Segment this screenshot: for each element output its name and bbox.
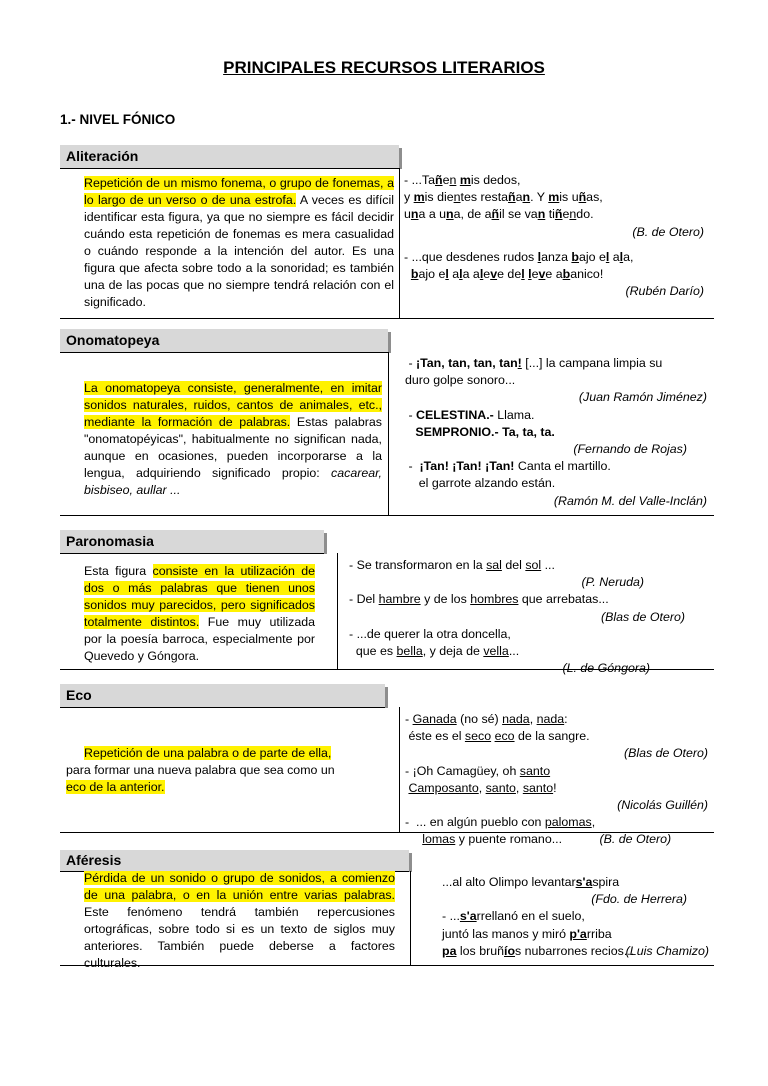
eco-examples: - Ganada (no sé) nada, nada: éste es el seco eco de la sangre. (Blas de Otero) - ¡Oh Camagüey, oh santo Camposanto, santo, santo! (Nicolás Guillén) - ... en algún pueblo con palomas, lomas y puente romano... (B. de Otero) bbox=[405, 712, 708, 847]
onomatopeya-ex2-reply: SEMPRONIO.- Ta, ta, ta. bbox=[415, 424, 555, 439]
eco-author-1: (Blas de Otero) bbox=[623, 746, 708, 761]
aferesis-header: Aféresis bbox=[60, 850, 409, 871]
onomatopeya-block bbox=[60, 329, 714, 516]
paronomasia-author-3: (L. de Góngora) bbox=[562, 661, 650, 676]
aliteracion-def-highlight: Repetición de un mismo fonema, o grupo de fonemas, a lo largo de un verso o de una estrofa. bbox=[84, 176, 394, 207]
onomatopeya-ex2-speaker: CELESTINA.- bbox=[416, 407, 494, 422]
eco-block bbox=[60, 684, 714, 847]
paronomasia-def-highlight: consiste en la utilización de dos o más palabras que tienen unos sonidos muy parecidos, pero significados totalmente distintos. bbox=[84, 564, 316, 629]
aliteracion-def-text: A veces es difícil identificar esta figura, ya que no siempre es fácil decidir cuándo esta repetición de fonemas es mera casualidad o cuándo responde a la intención del autor. Es una figura que afecta sobre todo a la sonoridad; es también una de las pocas que no siempre tendrá relación con el significado. bbox=[84, 193, 394, 309]
onomatopeya-ex2-line: Llama. bbox=[497, 407, 535, 422]
aliteracion-block bbox=[60, 145, 714, 319]
onomatopeya-header: Onomatopeya bbox=[60, 329, 388, 352]
onomatopeya-author-2: (Fernando de Rojas) bbox=[573, 441, 687, 456]
onomatopeya-author-3: (Ramón M. del Valle-Inclán) bbox=[553, 493, 707, 508]
paronomasia-examples: - Se transformaron en la sal del sol ... (P. Neruda) - Del hambre y de los hombres que arrebatas... (Blas de Otero) - ...de querer la otra doncella, que es bella, y deja de vella... (L. de Góngora) bbox=[349, 557, 689, 677]
aliteracion-header: Aliteración bbox=[60, 145, 399, 168]
aferesis-examples: ...al alto Olimpo levantars'aspira (Fdo. de Herrera) - ...s'arrellanó en el suelo, juntó las manos y miró p'arriba pa los bruñíos nubarrones recios... (Luis Chamizo) bbox=[442, 874, 709, 960]
eco-def-text: para formar una nueva palabra que sea como un bbox=[66, 763, 335, 777]
onomatopeya-ex3-sound: ¡Tan! ¡Tan! ¡Tan! bbox=[419, 459, 515, 474]
paronomasia-block bbox=[60, 530, 714, 676]
section-heading: 1.- NIVEL FÓNICO bbox=[60, 112, 176, 127]
paronomasia-author-2: (Blas de Otero) bbox=[600, 609, 685, 624]
aferesis-block bbox=[60, 850, 714, 970]
aliteracion-author-1: (B. de Otero) bbox=[632, 224, 704, 239]
onomatopeya-examples: - ¡Tan, tan, tan, tan! [...] la campana limpia su duro golpe sonoro... (Juan Ramón Jiménez) - CELESTINA.- Llama. SEMPRONIO.- Ta, ta, ta. (Fernando de Rojas) - ¡Tan! ¡Tan! ¡Tan! Canta el martillo. el garrote alzando están. (Ramón M. del Valle-Inclán) bbox=[405, 355, 707, 510]
paronomasia-definition bbox=[62, 563, 315, 665]
aferesis-definition bbox=[62, 870, 395, 972]
eco-definition bbox=[62, 745, 382, 796]
eco-author-3: (B. de Otero) bbox=[599, 832, 672, 847]
paronomasia-author-1: (P. Neruda) bbox=[581, 575, 644, 590]
onomatopeya-author-1: (Juan Ramón Jiménez) bbox=[578, 390, 707, 405]
aliteracion-examples: - ...Tañen mis dedos, y mis dientes restañan. Y mis uñas, una a una, de añil se van tiñendo. (B. de Otero) - ...que desdenes rudos lanza bajo el ala, bajo el ala aleve del leve abanico! (Rubén Darío) bbox=[404, 172, 704, 300]
onomatopeya-def-text: Estas palabras "onomatopéyicas", habitualmente no significan nada, aunque en ocasiones, pueden incorporarse a la lengua, adquiriendo significado propio: bbox=[84, 415, 382, 480]
onomatopeya-ex3-line: Canta el martillo. bbox=[517, 459, 611, 474]
eco-def-highlight-1: Repetición de una palabra o de parte de ella, bbox=[84, 746, 332, 760]
eco-def-highlight-2: eco de la anterior. bbox=[66, 780, 165, 794]
paronomasia-def-text: Fue muy utilizada por la poesía barroca, especialmente por Quevedo y Góngora. bbox=[84, 615, 316, 663]
aliteracion-definition bbox=[62, 175, 394, 311]
aferesis-def-highlight: Pérdida de un sonido o grupo de sonidos, a comienzo de una palabra, o en la unión entre varias palabras. bbox=[84, 871, 395, 902]
aferesis-author-1: (Fdo. de Herrera) bbox=[591, 892, 687, 907]
onomatopeya-ex3-line2: el garrote alzando están. bbox=[418, 476, 556, 491]
onomatopeya-def-examples: cacarear, bisbiseo, aullar ... bbox=[84, 466, 382, 497]
eco-header: Eco bbox=[60, 684, 385, 707]
aliteracion-author-2: (Rubén Darío) bbox=[625, 284, 704, 299]
eco-author-2: (Nicolás Guillén) bbox=[617, 797, 708, 812]
aferesis-author-2: (Luis Chamizo) bbox=[625, 943, 709, 958]
aferesis-def-text: Este fenómeno tendrá también repercusiones ortográficas, sobre todo si es un texto de siglos muy anteriores. También puede deberse a factores culturales. bbox=[84, 905, 395, 970]
paronomasia-def-pre: Esta figura bbox=[84, 564, 147, 578]
onomatopeya-definition bbox=[62, 380, 382, 499]
paronomasia-header: Paronomasia bbox=[60, 530, 324, 553]
onomatopeya-def-highlight: La onomatopeya consiste, generalmente, en imitar sonidos naturales, ruidos, cantos de animales, etc., mediante la formación de palabras. bbox=[84, 381, 382, 429]
page-title: PRINCIPALES RECURSOS LITERARIOS bbox=[223, 58, 545, 77]
